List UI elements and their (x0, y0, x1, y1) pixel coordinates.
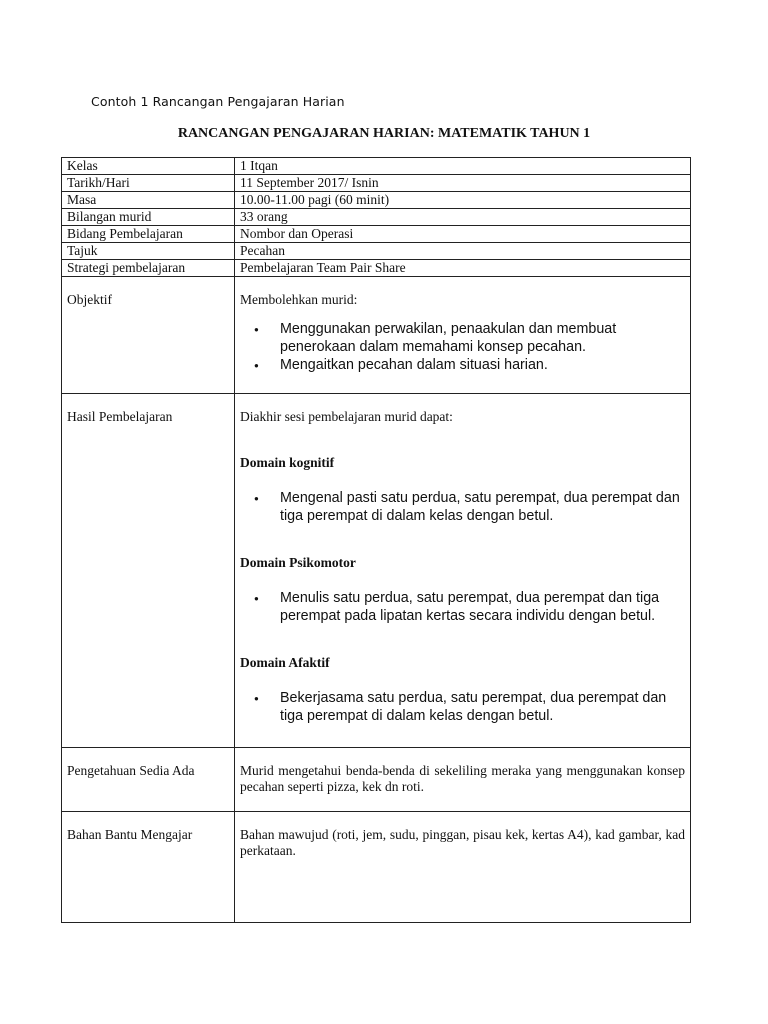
table-row (62, 243, 691, 260)
table-row (62, 158, 691, 175)
table-row (62, 394, 691, 748)
domain-heading-psikomotor: Domain Psikomotor (240, 555, 356, 570)
row-label-bahan: Bahan Bantu Mengajar (62, 812, 235, 923)
row-label-tajuk: Tajuk (62, 243, 235, 260)
table-row (62, 175, 691, 192)
table-row (62, 260, 691, 277)
objektif-list (240, 320, 685, 374)
row-label-kelas: Kelas (62, 158, 235, 175)
objektif-intro: Membolehkan murid: (240, 292, 358, 307)
row-value-tajuk: Pecahan (235, 243, 691, 260)
row-label-hasil: Hasil Pembelajaran (62, 394, 235, 748)
row-value-masa: 10.00-11.00 pagi (60 minit) (235, 192, 691, 209)
hasil-intro: Diakhir sesi pembelajaran murid dapat: (240, 409, 453, 424)
bahan-text: Bahan mawujud (roti, jem, sudu, pinggan, pisau kek, kertas A4), kad gambar, kad perkataan. (235, 812, 691, 923)
row-value-tarikh: 11 September 2017/ Isnin (235, 175, 691, 192)
domain-list-afaktif (240, 689, 685, 725)
row-label-objektif: Objektif (62, 277, 235, 394)
domain-bullet: ● Bekerjasama satu perdua, satu perempat, dua perempat dan tiga perempat di dalam kelas dengan betul. (280, 689, 685, 725)
row-label-bidang: Bidang Pembelajaran (62, 226, 235, 243)
pengetahuan-text: Murid mengetahui benda-benda di sekeliling meraka yang menggunakan konsep pecahan seperti pizza, kek dn roti. (235, 748, 691, 812)
row-label-bilangan: Bilangan murid (62, 209, 235, 226)
domain-list-kognitif (240, 489, 685, 525)
objektif-cell (235, 277, 691, 394)
row-value-bilangan: 33 orang (235, 209, 691, 226)
domain-bullet: ● Menulis satu perdua, satu perempat, dua perempat dan tiga perempat pada lipatan kertas secara individu dengan betul. (280, 589, 685, 625)
row-value-strategi: Pembelajaran Team Pair Share (235, 260, 691, 277)
objektif-bullet: ● Menggunakan perwakilan, penaakulan dan membuat penerokaan dalam memahami konsep pecahan. (280, 320, 685, 356)
table-row (62, 209, 691, 226)
table-row (62, 812, 691, 923)
row-label-tarikh: Tarikh/Hari (62, 175, 235, 192)
hasil-cell (235, 394, 691, 748)
document-caption: Contoh 1 Rancangan Pengajaran Harian (91, 94, 345, 109)
domain-heading-kognitif: Domain kognitif (240, 455, 335, 470)
row-label-pengetahuan: Pengetahuan Sedia Ada (62, 748, 235, 812)
lesson-plan-table (61, 157, 691, 923)
row-value-kelas: 1 Itqan (235, 158, 691, 175)
table-row (62, 748, 691, 812)
document-title: RANCANGAN PENGAJARAN HARIAN: MATEMATIK TAHUN 1 (177, 126, 591, 141)
domain-bullet: ● Mengenal pasti satu perdua, satu perempat, dua perempat dan tiga perempat di dalam kelas dengan betul. (280, 489, 685, 525)
row-value-bidang: Nombor dan Operasi (235, 226, 691, 243)
objektif-bullet: ● Mengaitkan pecahan dalam situasi harian. (280, 356, 685, 374)
domain-list-psikomotor (240, 589, 685, 625)
domain-heading-afaktif: Domain Afaktif (240, 655, 330, 670)
table-row (62, 192, 691, 209)
row-label-strategi: Strategi pembelajaran (62, 260, 235, 277)
row-label-masa: Masa (62, 192, 235, 209)
table-row (62, 277, 691, 394)
table-row (62, 226, 691, 243)
